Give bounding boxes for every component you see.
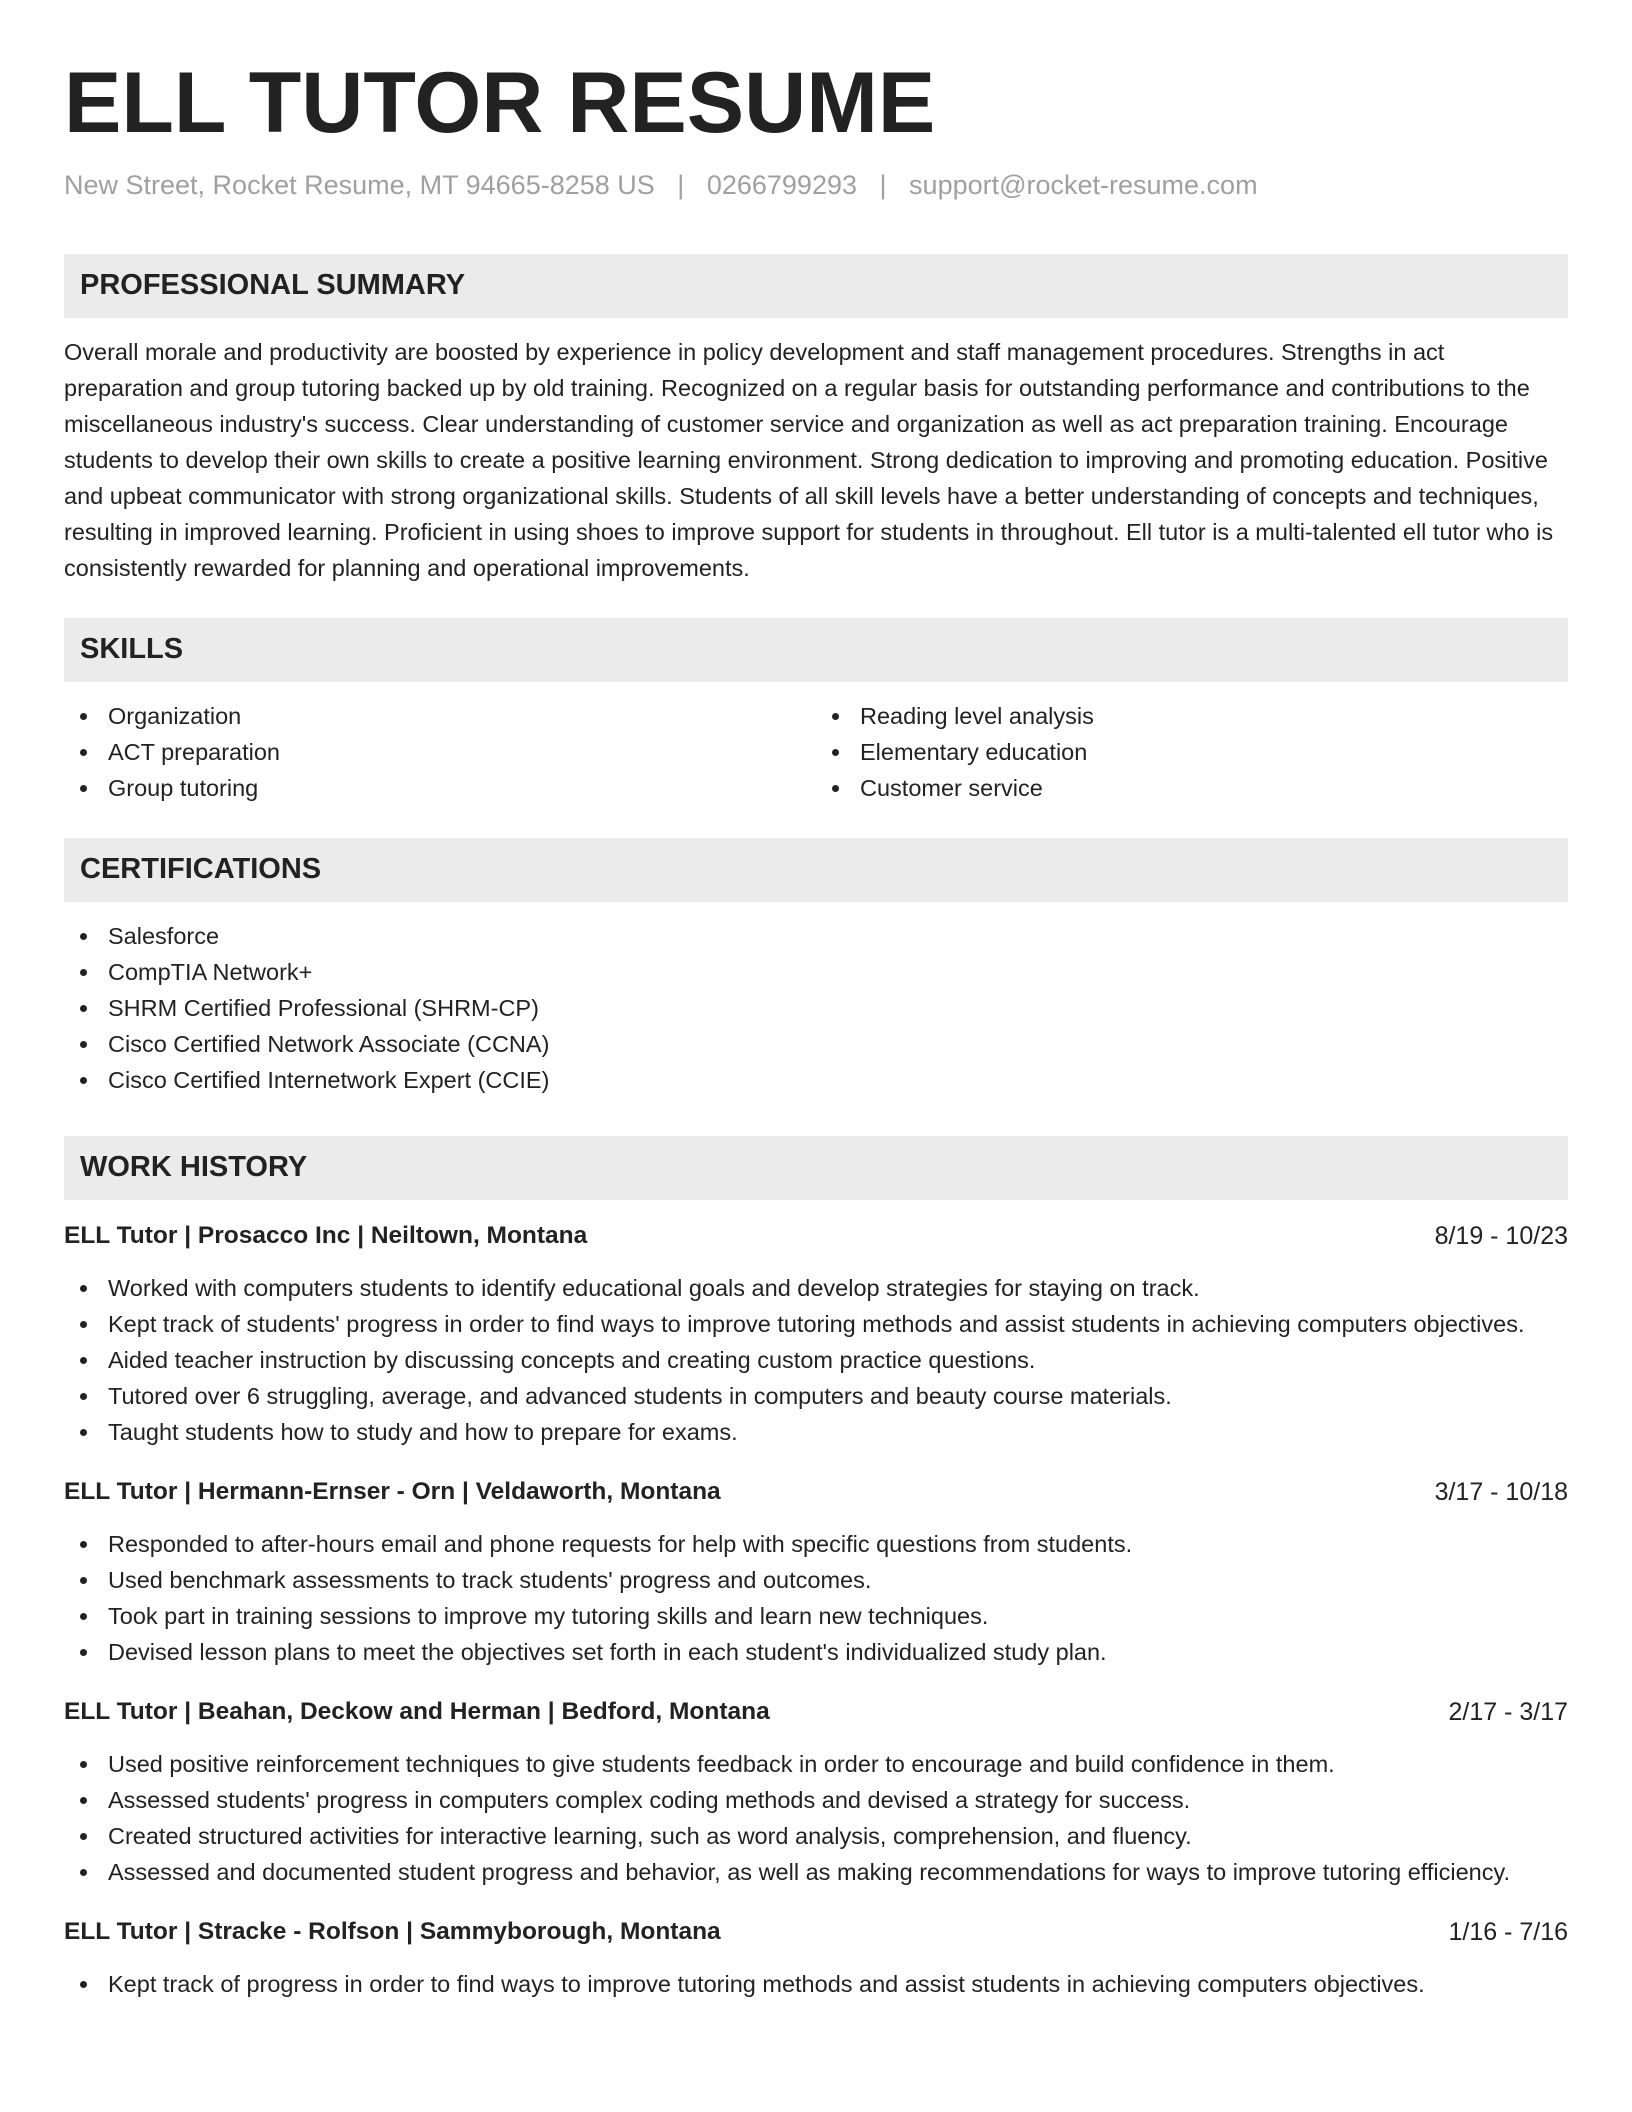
job-bullet: Worked with computers students to identify educational goals and develop strategies for staying on track. [64, 1270, 1568, 1306]
contact-address: New Street, Rocket Resume, MT 94665-8258 US [64, 170, 655, 201]
job-bullets [64, 1270, 1568, 1450]
summary-text: Overall morale and productivity are boosted by experience in policy development and staff management procedures. Strengths in act preparation and group tutoring backed up by old training. Recognized on a regular basis for outstanding performance and contributions to the miscellaneous industry's success. Clear understanding of customer service and organization as well as act preparation training. Encourage students to develop their own skills to create a positive learning environment. Strong dedication to improving and promoting education. Positive and upbeat communicator with strong organizational skills. Students of all skill levels have a better understanding of concepts and techniques, resulting in improved learning. Proficient in using shoes to improve support for students in throughout. Ell tutor is a multi-talented ell tutor who is consistently rewarded for planning and operational improvements. [64, 338, 1554, 581]
skill-item: Elementary education [816, 734, 1568, 770]
job-bullet: Devised lesson plans to meet the objectives set forth in each student's individualized study plan. [64, 1634, 1568, 1670]
job-entry [64, 1218, 1568, 1450]
skill-item: Group tutoring [64, 770, 816, 806]
job-bullet: Created structured activities for interactive learning, such as word analysis, comprehension, and fluency. [64, 1818, 1568, 1854]
contact-separator: | [879, 170, 887, 201]
job-bullet: Used positive reinforcement techniques to give students feedback in order to encourage and build confidence in them. [64, 1746, 1568, 1782]
certification-item: Cisco Certified Internetwork Expert (CCIE) [64, 1062, 1568, 1098]
resume-title: ELL TUTOR RESUME [64, 55, 936, 151]
work-history-heading: WORK HISTORY [64, 1136, 1568, 1200]
job-title: ELL Tutor | Hermann-Ernser - Orn | Veldaworth, Montana [64, 1477, 721, 1505]
certification-item: CompTIA Network+ [64, 954, 1568, 990]
job-bullets [64, 1746, 1568, 1890]
summary-heading: PROFESSIONAL SUMMARY [64, 254, 1568, 318]
resume-page [64, 52, 1568, 2002]
job-bullet: Used benchmark assessments to track students' progress and outcomes. [64, 1562, 1568, 1598]
skill-item: Reading level analysis [816, 698, 1568, 734]
job-title: ELL Tutor | Stracke - Rolfson | Sammyborough, Montana [64, 1917, 721, 1945]
contact-line [64, 169, 1568, 201]
skill-item: ACT preparation [64, 734, 816, 770]
certification-item: Salesforce [64, 918, 1568, 954]
job-bullets [64, 1966, 1568, 2002]
job-bullet: Assessed and documented student progress and behavior, as well as making recommendations for ways to improve tutoring efficiency. [64, 1854, 1568, 1890]
job-header [64, 1914, 1568, 1950]
job-dates: 8/19 - 10/23 [1434, 1221, 1568, 1250]
job-entry [64, 1914, 1568, 2002]
job-bullets [64, 1526, 1568, 1670]
job-header [64, 1694, 1568, 1730]
job-title: ELL Tutor | Beahan, Deckow and Herman | Bedford, Montana [64, 1697, 770, 1725]
job-title: ELL Tutor | Prosacco Inc | Neiltown, Montana [64, 1221, 588, 1249]
certifications-list [64, 918, 1568, 1098]
job-entry [64, 1694, 1568, 1890]
skill-item: Organization [64, 698, 816, 734]
job-bullet: Kept track of progress in order to find ways to improve tutoring methods and assist students in achieving computers objectives. [64, 1966, 1568, 2002]
job-bullet: Assessed students' progress in computers complex coding methods and devised a strategy for success. [64, 1782, 1568, 1818]
job-entry [64, 1474, 1568, 1670]
job-bullet: Tutored over 6 struggling, average, and advanced students in computers and beauty course materials. [64, 1378, 1568, 1414]
job-bullet: Aided teacher instruction by discussing concepts and creating custom practice questions. [64, 1342, 1568, 1378]
skills-right-column [816, 698, 1568, 806]
job-bullet: Taught students how to study and how to prepare for exams. [64, 1414, 1568, 1450]
job-dates: 3/17 - 10/18 [1434, 1477, 1568, 1506]
job-header [64, 1218, 1568, 1254]
job-bullet: Responded to after-hours email and phone requests for help with specific questions from students. [64, 1526, 1568, 1562]
job-bullet: Kept track of students' progress in order to find ways to improve tutoring methods and assist students in achieving computers objectives. [64, 1306, 1568, 1342]
skills-grid [64, 698, 1568, 806]
skills-left-column [64, 698, 816, 806]
certifications-heading: CERTIFICATIONS [64, 838, 1568, 902]
job-header [64, 1474, 1568, 1510]
job-dates: 2/17 - 3/17 [1448, 1697, 1568, 1726]
job-bullet: Took part in training sessions to improve my tutoring skills and learn new techniques. [64, 1598, 1568, 1634]
contact-email: support@rocket-resume.com [909, 170, 1258, 201]
skills-heading: SKILLS [64, 618, 1568, 682]
certification-item: SHRM Certified Professional (SHRM-CP) [64, 990, 1568, 1026]
certification-item: Cisco Certified Network Associate (CCNA) [64, 1026, 1568, 1062]
contact-phone: 0266799293 [706, 170, 857, 201]
contact-separator: | [677, 170, 685, 201]
skill-item: Customer service [816, 770, 1568, 806]
job-dates: 1/16 - 7/16 [1448, 1917, 1568, 1946]
